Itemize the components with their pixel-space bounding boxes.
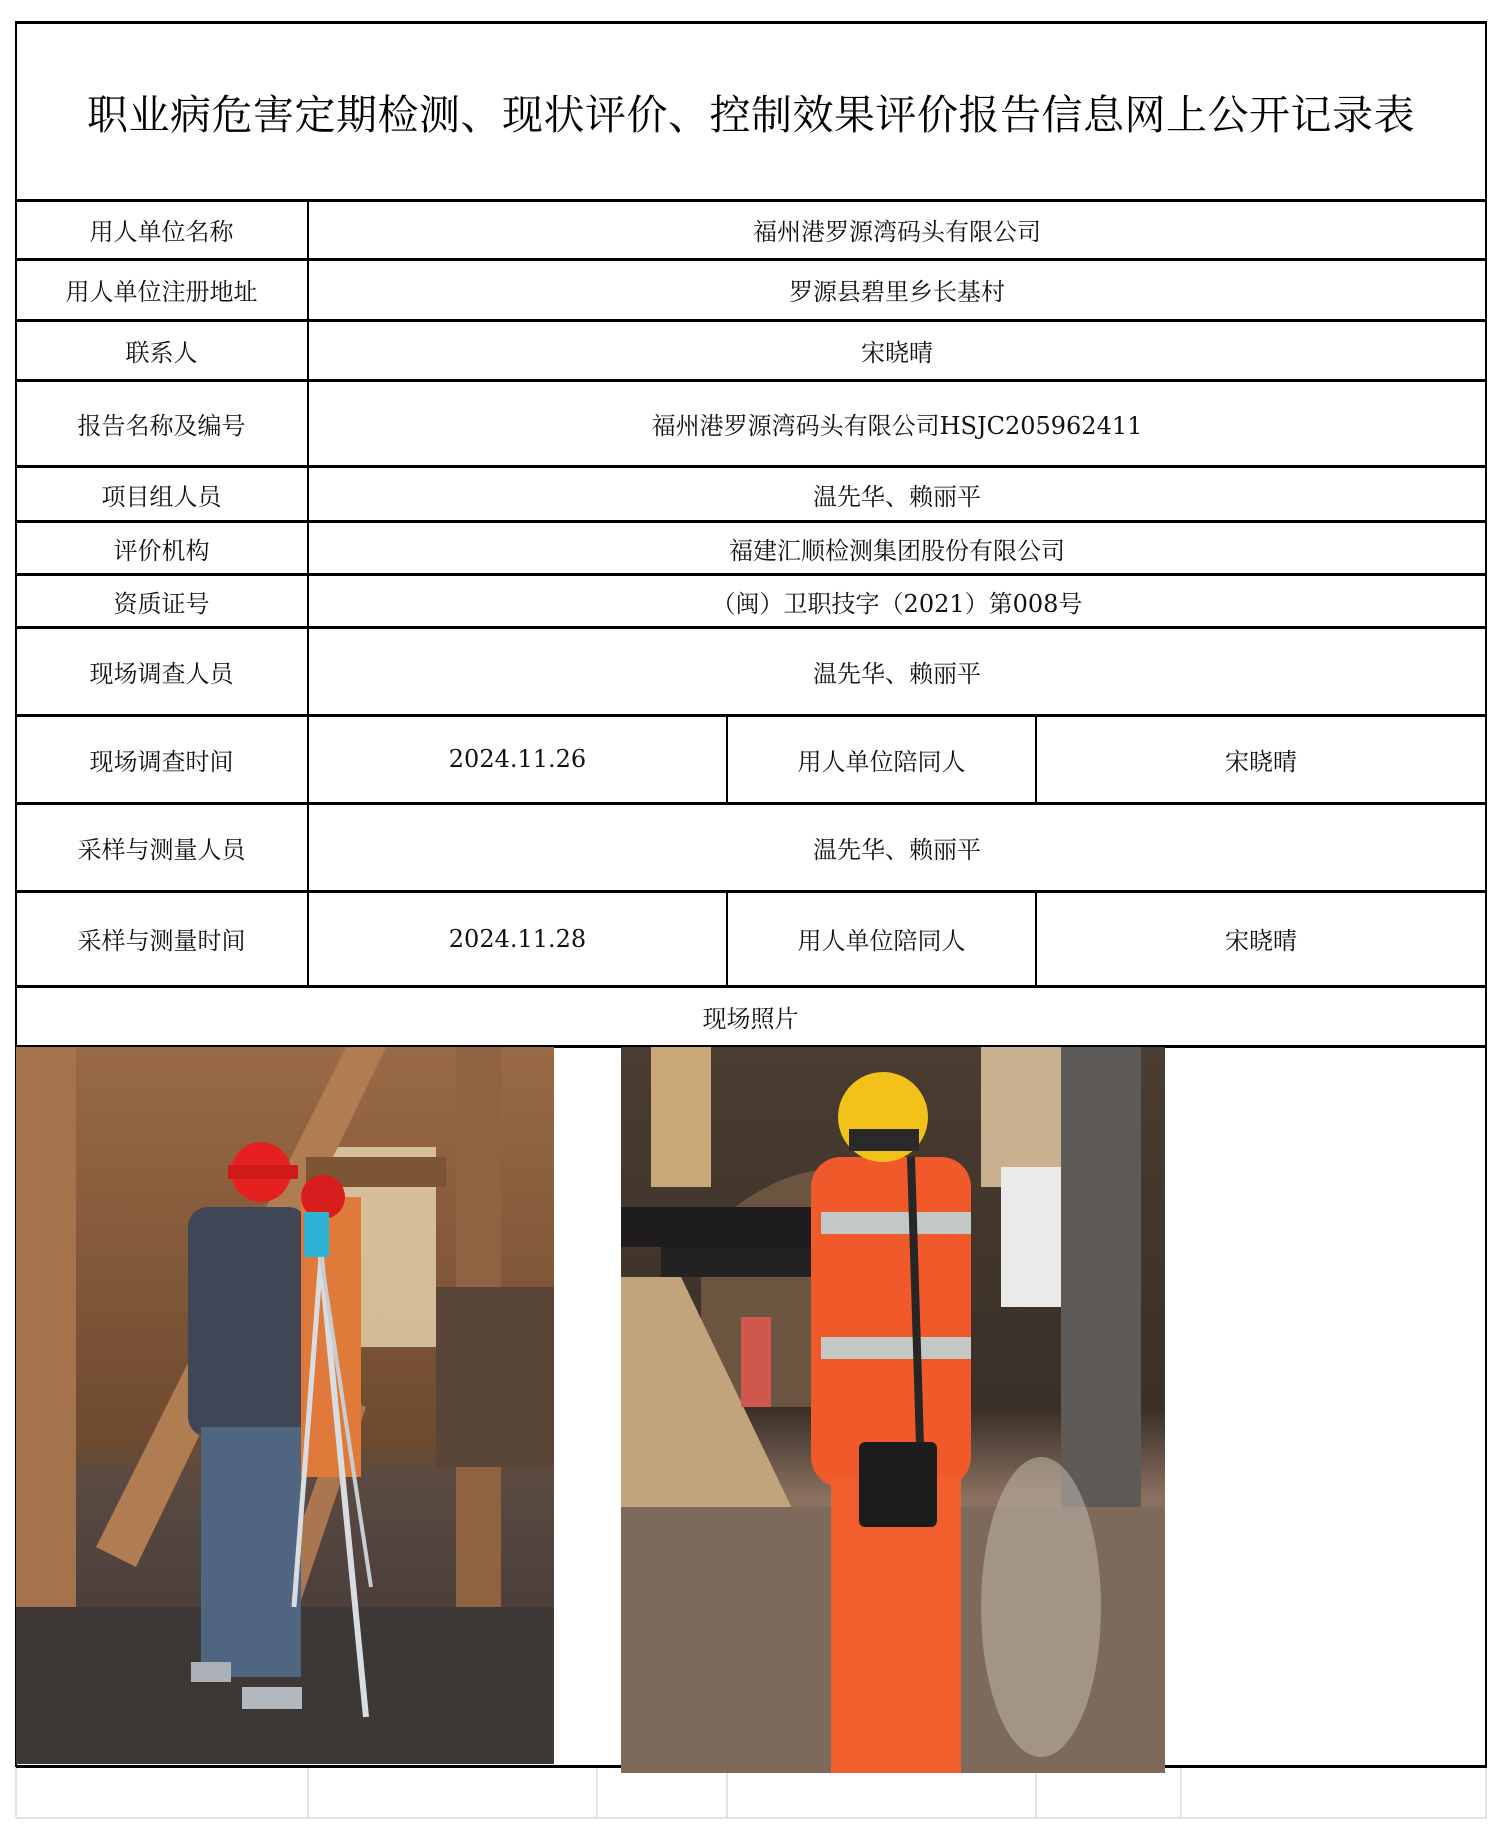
sampling-time-value: 2024.11.28 [448,924,587,953]
table-right-border [1485,21,1487,1767]
empty-grid-bottom [16,1817,1487,1819]
evaluation-org-value: 福建汇顺检测集团股份有限公司 [729,536,1065,565]
col-divider [726,892,728,985]
evaluation-org-label: 评价机构 [113,536,210,565]
sampling-companion-value: 宋晓晴 [1225,927,1297,955]
col-divider [726,716,728,802]
photos-label: 现场照片 [702,1004,799,1033]
col-divider [1035,716,1037,802]
contact-value: 宋晓晴 [861,339,933,367]
photo-workers-tripod [16,1047,554,1764]
empty-grid-line [307,1768,309,1818]
employer-address-value: 罗源县碧里乡长基村 [789,278,1005,306]
report-value: 福州港罗源湾码头有限公司HSJC205962411 [651,411,1143,440]
survey-time-value: 2024.11.26 [448,745,587,773]
empty-grid-line [1180,1768,1182,1818]
survey-companion-value: 宋晓晴 [1225,747,1297,776]
empty-grid-line [596,1768,598,1818]
qualification-value: （闽）卫职技字（2021）第008号 [711,589,1083,618]
site-photo-2 [621,1047,1165,1773]
survey-companion-label: 用人单位陪同人 [797,747,966,776]
employer-address-label: 用人单位注册地址 [65,278,258,306]
empty-grid-line [15,1768,17,1818]
label-column-divider [307,201,309,985]
photo-worker-sampler [621,1047,1165,1773]
qualification-label: 资质证号 [113,589,210,618]
col-divider [1035,892,1037,985]
sampling-companion-label: 用人单位陪同人 [797,927,966,955]
site-photo-1 [16,1047,554,1764]
employer-name-value: 福州港罗源湾码头有限公司 [753,218,1041,246]
survey-staff-label: 现场调查人员 [89,659,234,688]
empty-grid-line [1485,1768,1487,1818]
project-team-label: 项目组人员 [101,482,222,511]
page-title: 职业病危害定期检测、现状评价、控制效果评价报告信息网上公开记录表 [87,91,1415,139]
project-team-value: 温先华、赖丽平 [813,482,981,511]
sampling-time-label: 采样与测量时间 [77,927,246,955]
contact-label: 联系人 [125,339,198,367]
empty-grid-line [1035,1768,1037,1818]
survey-staff-value: 温先华、赖丽平 [813,659,981,688]
report-label: 报告名称及编号 [77,411,246,440]
sampling-staff-value: 温先华、赖丽平 [813,835,981,864]
employer-name-label: 用人单位名称 [89,218,234,246]
empty-grid-line [726,1768,728,1818]
sampling-staff-label: 采样与测量人员 [77,835,246,864]
survey-time-label: 现场调查时间 [89,747,234,776]
